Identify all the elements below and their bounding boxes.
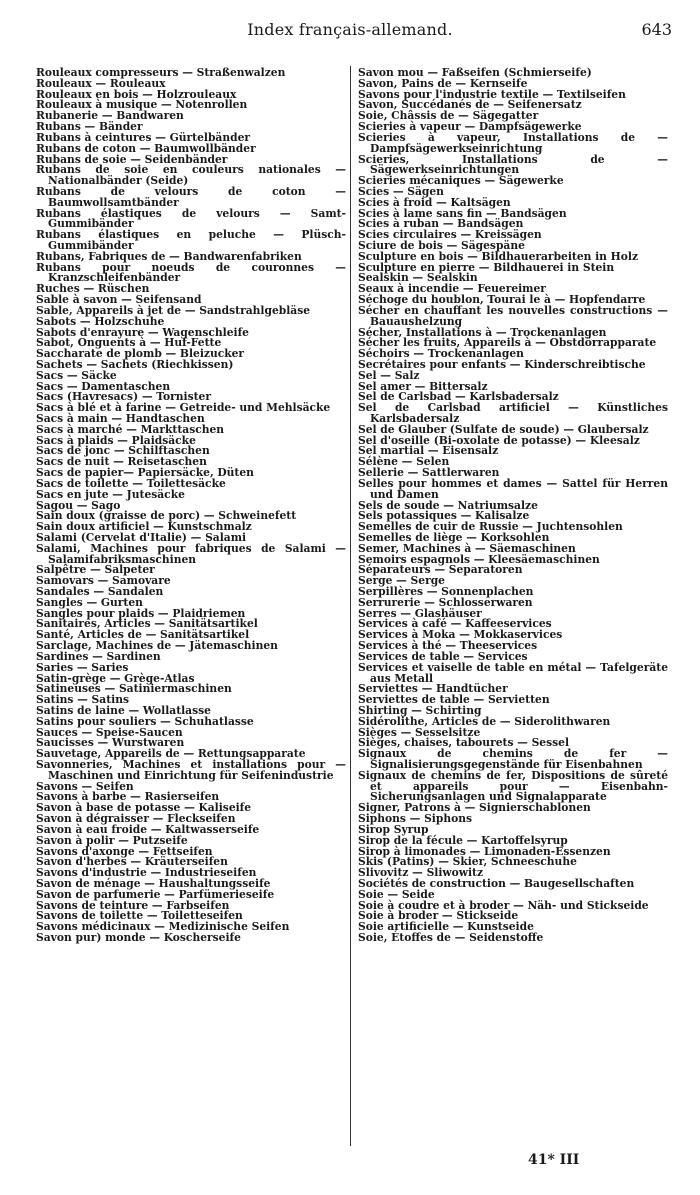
index-entry: Siphons — Siphons — [358, 812, 473, 826]
index-entry: Salami (Cervelat d'Italie) — Salami — [36, 530, 247, 544]
index-entry: Soie à broder — Stickseide — [358, 909, 519, 923]
index-entry: Savons de teinture — Farbseifen — [36, 898, 230, 912]
index-entry: Rubans de velours de coton — Baumwollsamtbänder — [36, 184, 346, 209]
index-entry: Sabot, Onguents à — Huf-Fette — [36, 336, 222, 350]
index-entry: Serpillères — Sonnenplachen — [358, 585, 534, 598]
index-entry: Sangles — Gurten — [36, 595, 143, 609]
index-entry: Sels de soude — Natriumsalze — [358, 498, 538, 512]
index-entry: Sirop à limonades — Limonaden-Essenzen — [358, 844, 611, 858]
index-entry: Rubans pour noeuds de couronnes — Kranzschleifenbänder — [36, 260, 346, 285]
index-entry: Services de table — Services — [358, 649, 528, 663]
index-entry: Rubans de soie — Seidenbänder — [36, 152, 228, 166]
index-entry: Sellerie — Sattlerwaren — [358, 466, 500, 480]
index-entry: Savon, Succédanés de — Seifenersatz — [358, 98, 582, 112]
index-entry: Sabots — Holzschuhe — [36, 314, 165, 328]
index-entry: Savon, Pains de — Kernseife — [358, 76, 528, 90]
index-entry: Sécher, Installations à — Trockenanlagen — [358, 325, 607, 339]
index-entry: Saccharate de plomb — Bleizucker — [36, 347, 245, 361]
index-entry: Salpêtre — Salpeter — [36, 563, 155, 577]
index-entry: Sacs de nuit — Reisetaschen — [36, 455, 207, 469]
index-entry: Services et vaiselle de table en métal — Tafelgeräte aus Metall — [358, 660, 668, 685]
index-entry: Rubans, Fabriques de — Bandwarenfabriken — [36, 249, 302, 263]
index-entry: Sain doux (graisse de porc) — Schweinefett — [36, 509, 297, 523]
index-entry: Sandales — Sandalen — [36, 585, 164, 598]
index-entry: Sel d'oseille (Bi-oxolate de potasse) — Kleesalz — [358, 433, 640, 447]
index-entry: Serge — Serge — [358, 574, 445, 588]
index-entry: Services à thé — Theeservices — [358, 639, 538, 653]
index-entry: Soie artificielle — Kunstseide — [358, 920, 534, 934]
index-entry: Scies — Sägen — [358, 184, 444, 198]
index-entry: Rubans élastiques en peluche — Plüsch-Gummibänder — [36, 228, 346, 252]
index-entry: Rouleaux à musique — Notenrollen — [36, 98, 248, 112]
index-entry: Scies à ruban — Bandsägen — [358, 217, 524, 231]
index-entry: Sel — Salz — [358, 368, 420, 382]
index-column-left — [36, 68, 346, 944]
index-entry: Rubans — Bänder — [36, 120, 143, 134]
index-entry: Sécher en chauffant les nouvelles constructions — Bauaushelzung — [358, 303, 668, 328]
index-entry: Skis (Patins) — Skier, Schneeschuhe — [358, 855, 577, 869]
index-entry: Sirop Syrup — [358, 822, 429, 836]
index-entry: Scies à froid — Kaltsägen — [358, 195, 511, 209]
index-entry: Rouleaux en bois — Holzrouleaux — [36, 87, 237, 101]
index-entry: Scieries, Installations de — Sägewerkseinrichtungen — [358, 152, 668, 177]
index-entry: Sels potassiques — Kalisalze — [358, 509, 530, 523]
index-entry: Savonneries, Machines et installations pour — Maschinen und Einrichtung für Seifenindustrie — [36, 758, 346, 782]
index-entry: Sangles pour plaids — Plaidriemen — [36, 606, 246, 620]
index-entry: Séchoge du houblon, Tourai le à — Hopfendarre — [358, 293, 646, 307]
sheet-signature: 41* III — [528, 1152, 580, 1168]
index-entry: Satins de laine — Wollatlasse — [36, 703, 211, 717]
index-entry: Savon à eau froide — Kaltwasserseife — [36, 822, 260, 836]
index-entry: Sable à savon — Seifensand — [36, 293, 202, 307]
index-entry: Scieries à vapeur, Installations de — Dampfsägewerkseinrichtung — [358, 130, 668, 155]
index-entry: Rubans de coton — Baumwollbänder — [36, 141, 256, 155]
index-entry: Sarclage, Machines de — Jätemaschinen — [36, 639, 278, 653]
index-column-right — [358, 68, 668, 944]
index-entry: Secrétaires pour enfants — Kinderschreibtische — [358, 357, 646, 371]
index-entry: Satins — Satins — [36, 693, 129, 707]
index-entry: Serviettes de table — Servietten — [358, 693, 550, 707]
index-entry: Rouleaux — Rouleaux — [36, 76, 166, 90]
index-entry: Shirting — Schirting — [358, 703, 482, 717]
index-entry: Sidérolithe, Articles de — Siderolithwaren — [358, 714, 611, 728]
index-entry: Rouleaux compresseurs — Straßenwalzen — [36, 66, 286, 79]
index-entry: Sacs de toilette — Toilettesäcke — [36, 476, 226, 490]
index-entry: Salami, Machines pour fabriques de Salami — Salamifabriksmaschinen — [36, 541, 346, 566]
index-entry: Sain doux artificiel — Kunstschmalz — [36, 520, 252, 534]
index-entry: Sel de Glauber (Sulfate de soude) — Glaubersalz — [358, 422, 649, 436]
index-entry: Sauces — Speise-Saucen — [36, 725, 183, 739]
index-entry: Savons pour l'industrie textile — Textilseifen — [358, 87, 626, 101]
index-entry: Selles pour hommes et dames — Sattel für Herren und Damen — [358, 476, 668, 501]
index-entry: Serrurerie — Schlosserwaren — [358, 595, 533, 609]
index-entry: Ruches — Rüschen — [36, 282, 150, 296]
index-entry: Semer, Machines à — Säemaschinen — [358, 541, 576, 555]
index-entry: Soie — Seide — [358, 887, 435, 901]
index-entry: Savons — Seifen — [36, 779, 134, 793]
index-entry: Scieries à vapeur — Dampfsägewerke — [358, 120, 582, 134]
index-entry: Soie, Châssis de — Sägegatter — [358, 109, 539, 123]
index-entry: Soie, Étoffes de — Seidenstoffe — [358, 931, 544, 944]
index-entry: Semelles de cuir de Russie — Juchtensohlen — [358, 520, 623, 534]
index-entry: Savons de toilette — Toiletteseifen — [36, 909, 243, 923]
index-entry: Sacs de papier— Papiersäcke, Düten — [36, 466, 254, 480]
index-entry: Sel martial — Eisensalz — [358, 444, 499, 458]
index-entry: Satineuses — Satiniermaschinen — [36, 682, 232, 696]
index-entry: Serres — Glashäuser — [358, 606, 482, 620]
index-entry: Satin-grège — Grège-Atlas — [36, 671, 195, 685]
index-entry: Sociétés de construction — Baugesellschaften — [358, 876, 635, 890]
index-entry: Savon à polir — Putzseife — [36, 833, 188, 847]
index-entry: Services à Moka — Mokkaservices — [358, 628, 563, 642]
index-entry: Sacs à blé et à farine — Getreide- und Mehlsäcke — [36, 401, 331, 415]
index-entry: Savon d'herbes — Kräuterseifen — [36, 855, 228, 869]
index-entry: Savon à dégraisser — Fleckseifen — [36, 812, 236, 826]
index-entry: Scies circulaires — Kreissägen — [358, 228, 542, 242]
index-entry: Séparateurs — Separatoren — [358, 563, 523, 577]
index-entry: Savon à base de potasse — Kaliseife — [36, 801, 252, 815]
index-entry: Savons à barbe — Rasierseifen — [36, 790, 220, 804]
index-entry: Sièges — Sesselsitze — [358, 725, 481, 739]
index-entry: Sacs en jute — Jutesäcke — [36, 487, 185, 501]
index-entry: Savons d'industrie — Industrieseifen — [36, 866, 257, 880]
page-title: Index français-allemand. — [247, 20, 453, 39]
index-entry: Sacs à marché — Markttaschen — [36, 422, 225, 436]
index-entry: Rubans de soie en couleurs nationales — Nationalbänder (Seide) — [36, 163, 346, 188]
index-entry: Séchoirs — Trockenanlagen — [358, 347, 524, 361]
index-entry: Sable, Appareils à jet de — Sandstrahlgebläse — [36, 303, 311, 317]
index-entry: Rubanerie — Bandwaren — [36, 109, 184, 123]
index-entry: Santé, Articles de — Sanitätsartikel — [36, 628, 250, 642]
index-entry: Sirop de la fécule — Kartoffelsyrup — [358, 833, 568, 847]
index-entry: Sagou — Sago — [36, 498, 121, 512]
index-entry: Savon de parfumerie — Parfümerieseife — [36, 887, 275, 901]
index-entry: Samovars — Samovare — [36, 574, 171, 588]
index-entry: Serviettes — Handtücher — [358, 682, 508, 696]
index-entry: Sanitaires, Articles — Sanitätsartikel — [36, 617, 258, 631]
index-entry: Scieries mécaniques — Sägewerke — [358, 174, 564, 188]
index-entry: Semoirs espagnols — Kleesäemaschinen — [358, 552, 600, 566]
index-entry: Sabots d'enrayure — Wagenschleife — [36, 325, 249, 339]
index-entry: Savon pur) monde — Koscherseife — [36, 931, 241, 944]
index-entry: Signaux de chemins de fer, Dispositions de sûreté et appareils pour — Eisenbahn-Sicherungsanlagen und Signalapparate — [358, 768, 668, 804]
index-entry: Rubans à ceintures — Gürtelbänder — [36, 130, 251, 144]
index-entry: Sculpture en bois — Bildhauerarbeiten in Holz — [358, 249, 639, 263]
index-entry: Sauvetage, Appareils de — Rettungsapparate — [36, 747, 306, 761]
index-entry: Sculpture en pierre — Bildhauerei in Stein — [358, 260, 615, 274]
index-entry: Sacs à plaids — Plaidsäcke — [36, 433, 196, 447]
index-entry: Sacs — Damentaschen — [36, 379, 171, 393]
index-entry: Sel de Carlsbad — Karlsbadersalz — [358, 390, 559, 404]
index-entry: Savon mou — Faßseifen (Schmierseife) — [358, 66, 592, 79]
index-entry: Sardines — Sardinen — [36, 649, 161, 663]
index-entry: Semelles de liège — Korksohlen — [358, 530, 550, 544]
index-entry: Sciure de bois — Sägespäne — [358, 239, 525, 252]
index-entry: Sealskin — Sealskin — [358, 271, 478, 285]
page-number: 643 — [641, 20, 672, 39]
index-entry: Savons d'axonge — Fettseifen — [36, 844, 213, 858]
index-entry: Sécher les fruits, Appareils à — Obstdörrapparate — [358, 336, 657, 350]
index-entry: Savon de ménage — Haushaltungsseife — [36, 876, 271, 890]
index-entry: Sacs de jonc — Schilftaschen — [36, 444, 210, 458]
index-entry: Signaux de chemins de fer — Signalisierungsgegenstände für Eisenbahnen — [358, 747, 668, 771]
index-entry: Sacs (Havresacs) — Tornister — [36, 390, 211, 404]
index-entry: Sachets — Sachets (Riechkissen) — [36, 357, 234, 371]
index-entry: Slivovitz — Sliwowitz — [358, 866, 484, 880]
column-divider — [350, 66, 351, 1146]
index-entry: Saucisses — Wurstwaren — [36, 736, 185, 750]
index-entry: Sélène — Selen — [358, 455, 450, 469]
index-entry: Rubans élastiques de velours — Samt-Gummibänder — [36, 206, 346, 231]
index-entry: Sièges, chaises, tabourets — Sessel — [358, 736, 570, 750]
index-entry: Scies à lame sans fin — Bandsägen — [358, 206, 567, 220]
index-entry: Signer, Patrons à — Signierschablonen — [358, 801, 591, 815]
index-entry: Sacs — Säcke — [36, 368, 117, 382]
index-entry: Sel de Carlsbad artificiel — Künstliches Karlsbadersalz — [358, 401, 668, 425]
index-entry: Seaux à incendie — Feuereimer — [358, 282, 546, 296]
index-entry: Satins pour souliers — Schuhatlasse — [36, 714, 254, 728]
index-entry: Savons médicinaux — Medizinische Seifen — [36, 920, 290, 934]
index-entry: Saries — Saries — [36, 660, 129, 674]
index-entry: Soie à coudre et à broder — Näh- und Stickseide — [358, 898, 649, 912]
index-entry: Services à café — Kaffeeservices — [358, 617, 552, 631]
index-entry: Sel amer — Bittersalz — [358, 379, 488, 393]
index-entry: Sacs à main — Handtaschen — [36, 412, 205, 425]
